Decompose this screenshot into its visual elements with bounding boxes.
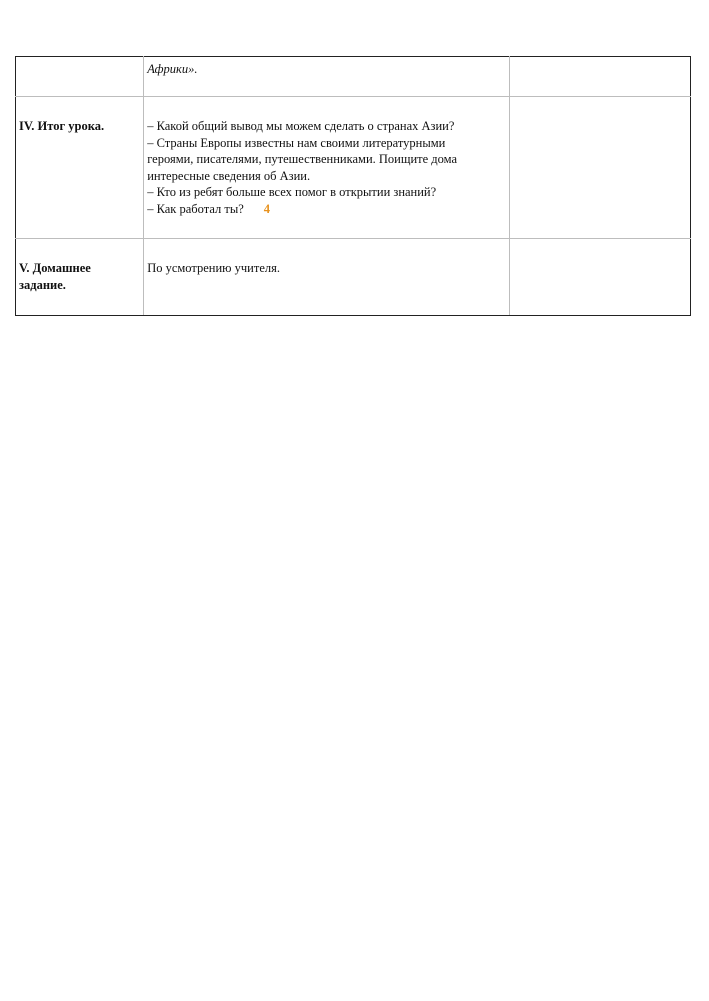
table-row <box>16 57 691 97</box>
content-line: интересные сведения об Азии. <box>147 168 311 183</box>
stage-cell <box>16 239 144 316</box>
table-row <box>16 97 691 239</box>
content-line-last <box>147 201 506 218</box>
stage-label-line: задание. <box>19 277 66 292</box>
content-cell <box>144 97 510 239</box>
content-line: – Какой общий вывод мы можем сделать о странах Азии? <box>147 119 455 133</box>
content-question: – Как работал ты? <box>147 201 244 216</box>
content-line: – Кто из ребят больше всех помог в открытии знаний? <box>147 185 437 199</box>
stage-cell <box>16 97 144 239</box>
lesson-plan-table <box>15 56 691 316</box>
content-text: По усмотрению учителя. <box>147 261 280 275</box>
notes-cell <box>509 57 690 97</box>
content-text: Африки». <box>147 62 198 76</box>
table-row <box>16 239 691 316</box>
notes-cell <box>509 97 690 239</box>
content-cell <box>144 57 510 97</box>
stage-cell <box>16 57 144 97</box>
stage-label <box>16 239 143 293</box>
slide-marker: 4 <box>263 201 271 216</box>
content-cell <box>144 239 510 316</box>
notes-cell <box>509 239 690 316</box>
content-line: героями, писателями, путешественниками. Поищите дома <box>147 152 458 166</box>
stage-label: IV. Итог урока. <box>19 119 105 133</box>
content-line: – Страны Европы известны нам своими литературными <box>147 135 446 150</box>
stage-label-line: V. Домашнее <box>19 261 91 275</box>
